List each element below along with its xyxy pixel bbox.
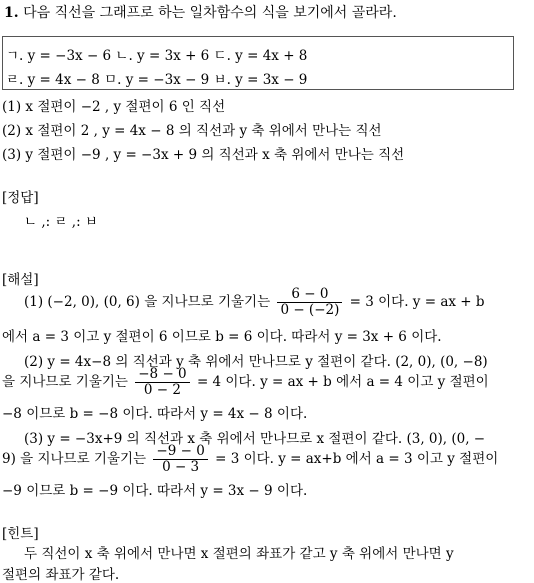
fraction-numerator: −8 − 0 [135,367,189,383]
choices-row-2: ㄹ. y = 4x − 8 ㅁ. y = −3x − 9 ㅂ. y = 3x − 9 [6,72,308,88]
explanation-p2-line3: −8 이므로 b = −8 이다. 따라서 y = 4x − 8 이다. [2,406,308,422]
explanation-p2-line2 [2,367,489,398]
explanation-p2-text-after: = 4 이다. y = ax + b 에서 a = 4 이고 y 절편이 [196,374,489,390]
question-prompt: 다음 직선을 그래프로 하는 일차함수의 식을 보기에서 골라라. [23,5,397,21]
explanation-p2-fraction [135,367,189,398]
explanation-p3-fraction [153,444,207,475]
explanation-p3-text: 9) 을 지나므로 기울기는 [2,451,147,467]
explanation-p1-line1 [24,287,485,318]
hint-line-1: 두 직선이 x 축 위에서 만나면 x 절편의 좌표가 같고 y 축 위에서 만나면 y [24,546,454,562]
hint-line-2: 절편의 좌표가 같다. [2,567,120,583]
question-header [4,2,397,22]
question-item-2: (2) x 절편이 2 , y = 4x − 8 의 직선과 y 축 위에서 만나는 직선 [2,123,382,139]
choices-row-1: ㄱ. y = −3x − 6 ㄴ. y = 3x + 6 ㄷ. y = 4x + 8 [6,48,308,64]
question-item-1: (1) x 절편이 −2 , y 절편이 6 인 직선 [2,99,226,115]
fraction-numerator: 6 − 0 [277,287,342,303]
explanation-p1-line2: 에서 a = 3 이고 y 절편이 6 이므로 b = 6 이다. 따라서 y = 3x + 6 이다. [2,329,442,345]
explanation-p2-line1: (2) y = 4x−8 의 직선과 y 축 위에서 만나므로 y 절편이 같다. (2, 0), (0, −8) [24,354,488,370]
question-number: 1. [4,5,19,21]
explanation-heading: [해설] [2,272,39,288]
explanation-p1-text: (1) (−2, 0), (0, 6) 을 지나므로 기울기는 [24,294,271,310]
answer-heading: [정답] [2,190,39,206]
fraction-denominator: 0 − (−2) [280,302,340,318]
fraction-numerator: −9 − 0 [153,444,207,460]
fraction-denominator: 0 − 2 [143,382,181,398]
answer-text: ㄴ ,: ㄹ ,: ㅂ [24,214,98,230]
explanation-p1-text-after: = 3 이다. y = ax + b [349,294,485,310]
explanation-p3-line3: −9 이므로 b = −9 이다. 따라서 y = 3x − 9 이다. [2,483,308,499]
explanation-p3-line1: (3) y = −3x+9 의 직선과 x 축 위에서 만나므로 x 절편이 같다. (3, 0), (0, − [24,431,486,447]
explanation-p2-text: 을 지나므로 기울기는 [2,374,128,390]
explanation-p3-text-after: = 3 이다. y = ax+b 에서 a = 3 이고 y 절편이 [215,451,499,467]
explanation-p3-line2 [2,444,498,475]
fraction-denominator: 0 − 3 [162,459,200,475]
explanation-p1-fraction [277,287,342,318]
question-item-3: (3) y 절편이 −9 , y = −3x + 9 의 직선과 x 축 위에서 만나는 직선 [2,147,405,163]
hint-heading: [힌트] [2,526,39,542]
